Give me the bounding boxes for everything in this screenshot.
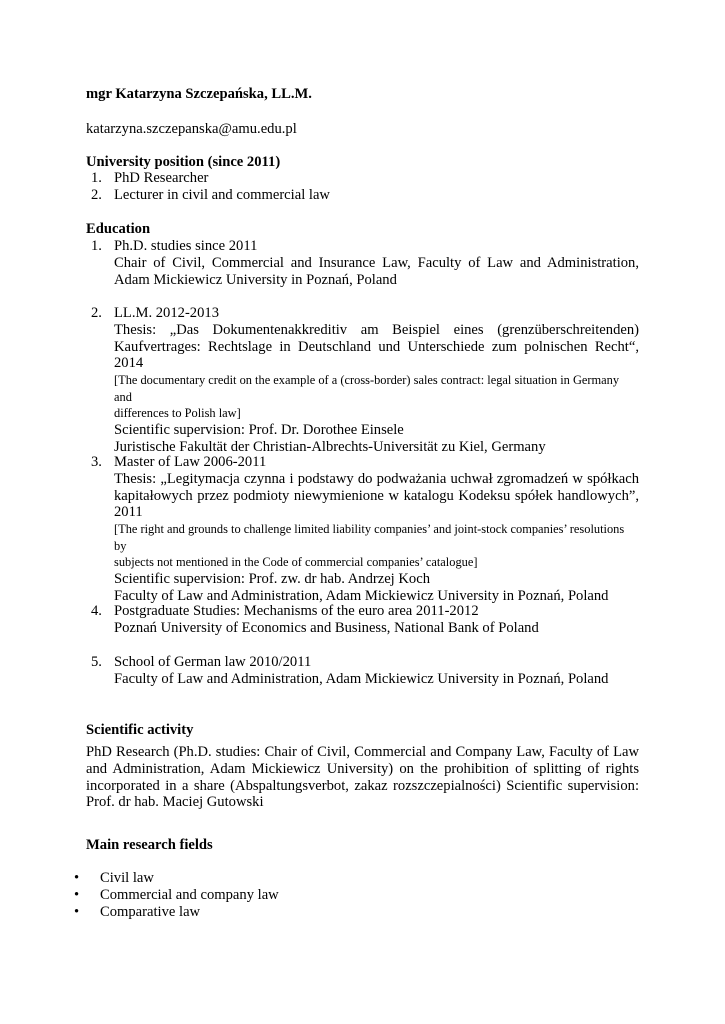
education-item: [114, 305, 639, 456]
bullet-icon: •: [74, 904, 80, 920]
education-note: [The right and grounds to challenge limited liability companies’ and joint-stock companies’ resolutions by: [114, 522, 625, 553]
education-line: Faculty of Law and Administration, Adam Mickiewicz University in Poznań, Poland: [114, 670, 609, 687]
education-note: subjects not mentioned in the Code of commercial companies’ catalogue]: [114, 555, 478, 570]
education-line: Juristische Fakultät der Christian-Albrechts-Universität zu Kiel, Germany: [114, 438, 546, 455]
education-item: [114, 238, 639, 288]
education-line: 2011: [114, 504, 143, 521]
education-heading: Education: [86, 221, 151, 237]
position-item: Lecturer in civil and commercial law: [114, 187, 330, 203]
education-line: Thesis: „Das Dokumentenakkreditiv am Beispiel eines (grenzüberschreitenden): [114, 321, 639, 338]
email-address: katarzyna.szczepanska@amu.edu.pl: [86, 121, 297, 137]
education-line: Master of Law 2006-2011: [114, 454, 267, 470]
position-heading: University position (since 2011): [86, 154, 281, 170]
scientific-line: Prof. dr hab. Maciej Gutowski: [86, 794, 264, 811]
education-item: [114, 654, 639, 688]
education-line: LL.M. 2012-2013: [114, 305, 219, 321]
education-line: Scientific supervision: Prof. zw. dr hab. Andrzej Koch: [114, 570, 430, 587]
education-item-number: 5.: [91, 654, 102, 670]
education-item-number: 3.: [91, 454, 102, 470]
scientific-line: and Administration, Adam Mickiewicz University) on the prohibition of splitting of rights: [86, 760, 639, 777]
bullet-icon: •: [74, 887, 80, 903]
research-heading: Main research fields: [86, 837, 213, 853]
research-field: Comparative law: [100, 904, 201, 920]
scientific-paragraph: [86, 744, 639, 811]
education-item-number: 2.: [91, 305, 102, 321]
education-line: School of German law 2010/2011: [114, 654, 312, 670]
education-line: kapitałowych przez podmioty niewymienione w katalogu Kodeksu spółek handlowych”,: [114, 487, 639, 504]
scientific-line: incorporated in a share (Abspaltungsverbot, zakaz rozszczepialności) Scientific supervision:: [86, 777, 639, 794]
education-line: Poznań University of Economics and Business, National Bank of Poland: [114, 619, 539, 636]
position-item-number: 2.: [91, 187, 102, 203]
education-line: Postgraduate Studies: Mechanisms of the euro area 2011-2012: [114, 603, 479, 619]
scientific-heading: Scientific activity: [86, 722, 194, 738]
education-line: 2014: [114, 355, 144, 372]
research-field: Commercial and company law: [100, 887, 279, 903]
bullet-icon: •: [74, 870, 80, 886]
education-line: Kaufvertrages: Rechtslage in Deutschland und Unterschiede zum polnischen Recht“,: [114, 338, 639, 355]
education-note: differences to Polish law]: [114, 406, 241, 421]
education-line: Chair of Civil, Commercial and Insurance Law, Faculty of Law and Administration,: [114, 254, 639, 271]
education-line: Scientific supervision: Prof. Dr. Dorothee Einsele: [114, 421, 404, 438]
education-item: [114, 603, 639, 637]
education-line: Thesis: „Legitymacja czynna i podstawy do podważania uchwał zgromadzeń w spółkach: [114, 470, 639, 487]
person-name: mgr Katarzyna Szczepańska, LL.M.: [86, 86, 312, 102]
education-item-number: 4.: [91, 603, 102, 619]
education-line: Faculty of Law and Administration, Adam Mickiewicz University in Poznań, Poland: [114, 587, 609, 604]
education-note: [The documentary credit on the example of a (cross-border) sales contract: legal situation in Germany and: [114, 373, 620, 404]
position-item-number: 1.: [91, 170, 102, 186]
scientific-line: PhD Research (Ph.D. studies: Chair of Civil, Commercial and Company Law, Faculty of Law: [86, 744, 639, 760]
research-field: Civil law: [100, 870, 154, 886]
education-item: [114, 454, 639, 605]
education-item-number: 1.: [91, 238, 102, 254]
education-line: Adam Mickiewicz University in Poznań, Poland: [114, 271, 397, 288]
education-line: Ph.D. studies since 2011: [114, 238, 258, 254]
position-item: PhD Researcher: [114, 170, 209, 186]
